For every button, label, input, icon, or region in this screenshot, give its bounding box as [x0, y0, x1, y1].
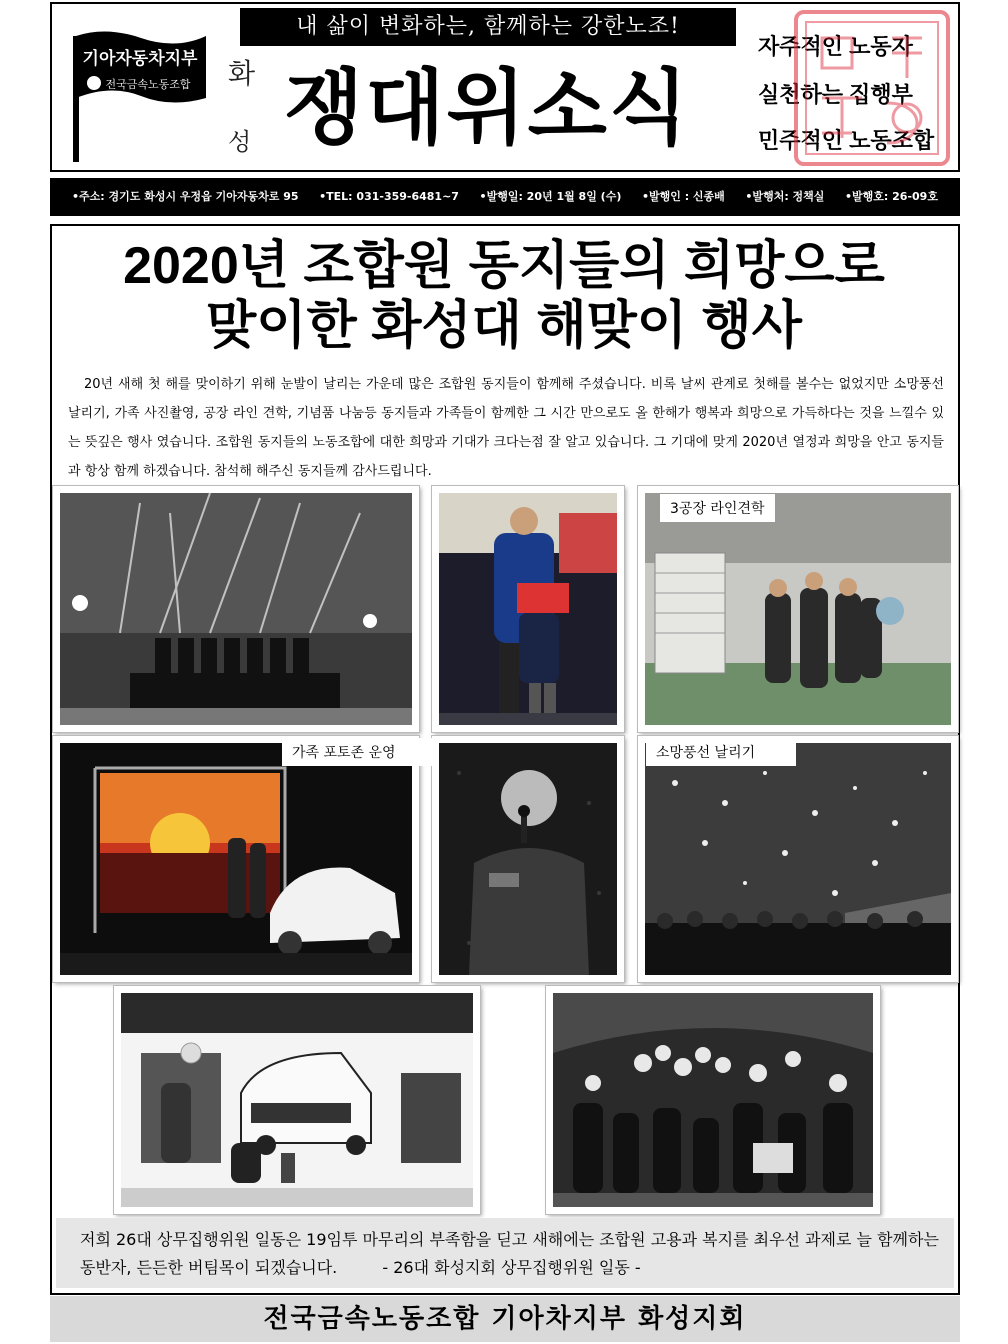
photo-wish-balloon	[638, 736, 958, 982]
newsletter-title: 쟁대위소식	[284, 60, 691, 156]
motto-line: 민주적인 노동조합	[758, 128, 935, 153]
info-date: •발행일: 20년 1월 8일 (수)	[479, 190, 622, 203]
slogan-banner: 내 삶이 변화하는, 함께하는 강한노조!	[240, 8, 736, 46]
caption-photo-zone: 가족 포토존 운영	[282, 738, 432, 766]
photo-speaker	[432, 736, 624, 982]
info-tel: •TEL: 031-359-6481~7	[319, 190, 459, 203]
red-seal-stamp	[792, 8, 952, 168]
headline-line-2: 맞이한 화성대 해맞이 행사	[206, 297, 802, 355]
caption-line-tour: 3공장 라인견학	[660, 494, 775, 522]
union-flag-logo	[66, 26, 206, 162]
info-address: •주소: 경기도 화성시 우정읍 기아자동차로 95	[72, 190, 299, 203]
footer-union-name: 전국금속노동조합 기아차지부 화성지회	[50, 1296, 960, 1342]
photo-balloon-crowd	[546, 986, 880, 1214]
photo-factory-line-tour	[638, 486, 958, 732]
location-char-2: 성	[228, 128, 252, 156]
headline-line-1: 2020년 조합원 동지들의 희망으로	[123, 237, 885, 295]
masthead	[50, 2, 960, 172]
caption-balloon: 소망풍선 날리기	[646, 738, 796, 766]
info-publisher: •발행인 : 신종배	[641, 190, 725, 203]
closing-text: 저희 26대 상무집행위원 일동은 19임투 마무리의 부족함을 딛고 새해에는 조합원 고용과 복지를 최우선 과제로 늘 함께하는 동반자, 든든한 버팀목이 되겠습니다.	[80, 1230, 939, 1277]
article-intro: 20년 새해 첫 해를 맞이하기 위해 눈발이 날리는 가운데 많은 조합원 동지들이 함께해 주셨습니다. 비록 날씨 관계로 첫해를 볼수는 없었지만 소망풍선 날리기, 가족 사진촬영, 공장 라인 견학, 기념품 나눔등 동지들과 가족들이 함께한 그 시간 만으로도 올 한해가 행복과 희망으로 가득하다는 것을 느낄수 있는 뜻깊은 행사 였습니다. 조합원 동지들의 노동조합에 대한 희망과 기대가 크다는점 잘 알고 있습니다. 그 기대에 맞게 2020년 열정과 희망을 안고 동지들과 항상 함께 하겠습니다. 참석해 해주신 동지들께 감사드립니다.	[68, 377, 944, 479]
closing-statement	[56, 1218, 954, 1288]
closing-signature: - 26대 화성지회 상무집행위원 일동 -	[382, 1258, 641, 1277]
headline	[0, 236, 1008, 356]
flag-text-1: 기아자동차지부	[82, 49, 198, 69]
photo-car-showroom	[114, 986, 480, 1214]
photo-family-photo-zone	[53, 736, 419, 982]
motto-line: 자주적인 노동자	[758, 34, 913, 59]
info-issue-number: •발행호: 26-09호	[845, 190, 938, 203]
location-char-1: 화	[228, 57, 256, 90]
info-issuer: •발행처: 정책실	[745, 190, 825, 203]
flag-text-2: 전국금속노동조합	[105, 78, 191, 91]
motto-line: 실천하는 집행부	[758, 82, 913, 107]
publication-info-bar	[50, 178, 960, 216]
photo-fireworks-ceremony	[53, 486, 419, 732]
photo-souvenir-gift	[432, 486, 624, 732]
